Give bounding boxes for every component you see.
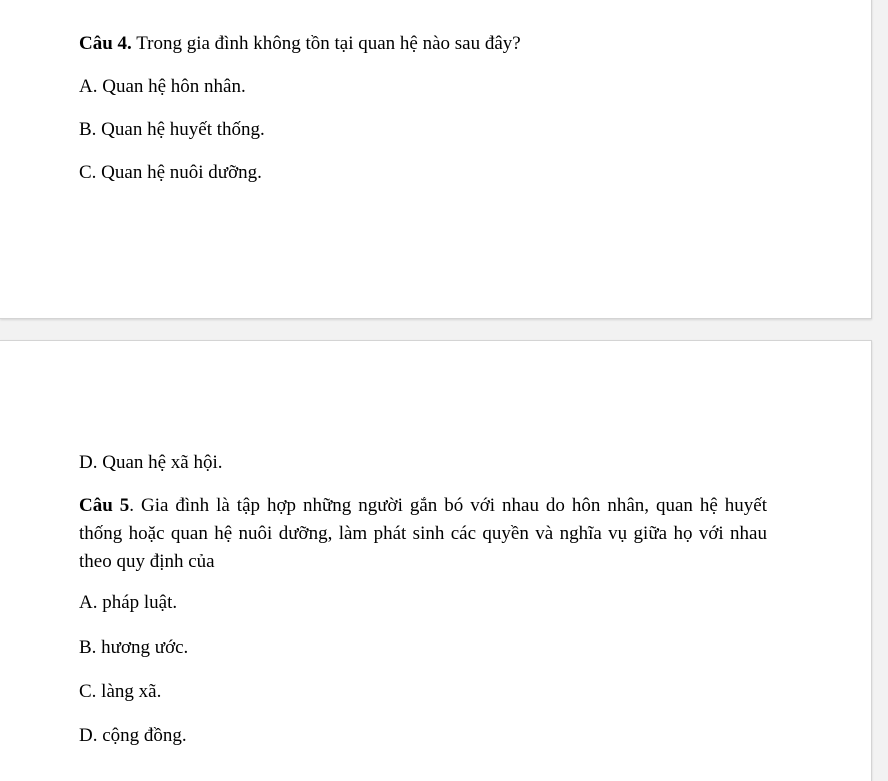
question-5-stem xyxy=(79,492,767,576)
question-5-option-b: B. hương ước. xyxy=(79,637,189,658)
question-5-option-a: A. pháp luật. xyxy=(79,592,178,613)
question-4-text: Trong gia đình không tồn tại quan hệ nào sau đây? xyxy=(131,33,521,54)
document-page-1 xyxy=(0,0,872,319)
question-4-option-a: A. Quan hệ hôn nhân. xyxy=(79,76,246,97)
question-5-text: . Gia đình là tập hợp những người gắn bó với nhau do hôn nhân, quan hệ huyết thống hoặc quan hệ nuôi dưỡng, làm phát sinh các quyền và nghĩa vụ giữa họ với nhau theo quy định của xyxy=(79,495,767,572)
question-5-option-d: D. cộng đồng. xyxy=(79,725,187,746)
question-5-option-c: C. làng xã. xyxy=(79,681,162,702)
question-4-stem xyxy=(79,33,521,55)
question-5-label: Câu 5 xyxy=(79,495,130,516)
question-4-option-c: C. Quan hệ nuôi dưỡng. xyxy=(79,162,262,183)
question-4-option-b: B. Quan hệ huyết thống. xyxy=(79,119,265,140)
question-4-option-d: D. Quan hệ xã hội. xyxy=(79,452,223,473)
document-page-2 xyxy=(0,340,872,781)
question-4-label: Câu 4. xyxy=(79,33,132,54)
